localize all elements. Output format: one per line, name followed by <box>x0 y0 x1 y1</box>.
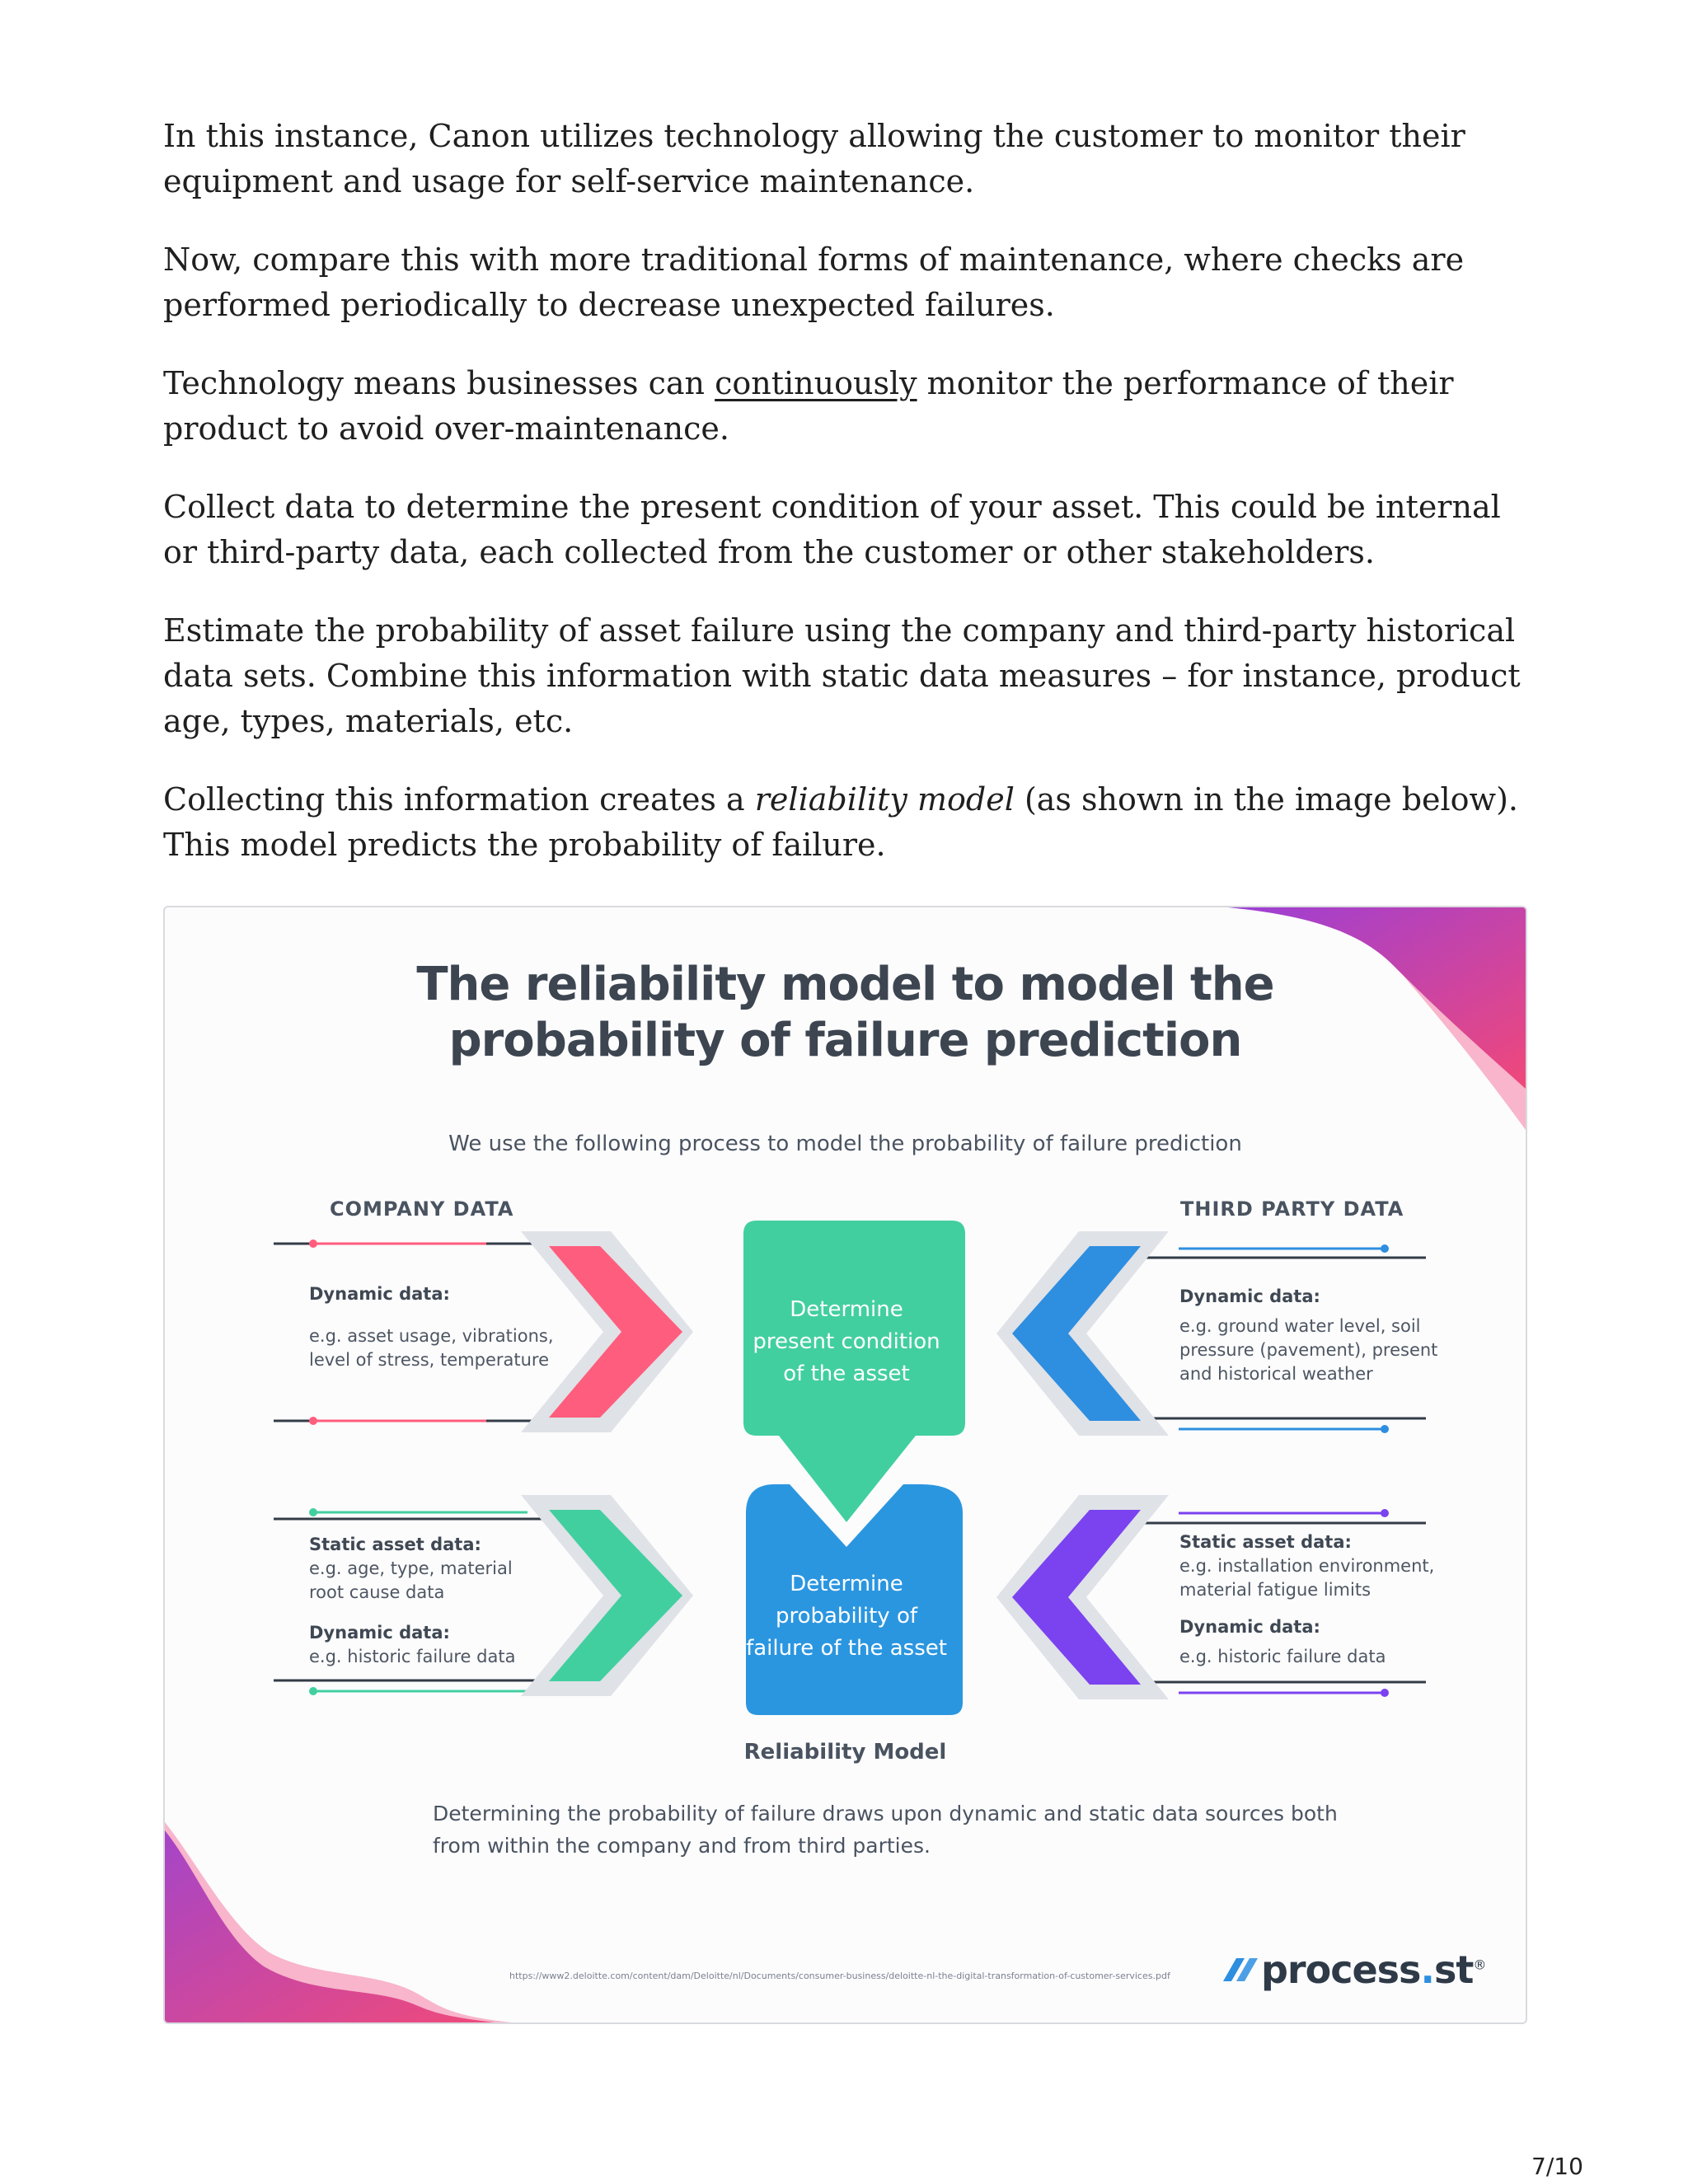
paragraph: In this instance, Canon utilizes technology allowing the customer to monitor their equipment and usage for self-service maintenance. <box>163 118 1465 199</box>
chevron-bottom-left <box>521 1495 693 1696</box>
infographic-subtitle: We use the following process to model the probability of failure prediction <box>448 1132 1242 1156</box>
paragraph: Technology means businesses can continuously monitor the performance of their product to avoid over-maintenance. <box>163 365 1454 447</box>
process-st-logo-icon <box>1220 1952 1261 1988</box>
chevron-bottom-right <box>996 1495 1169 1699</box>
paragraph: Now, compare this with more traditional forms of maintenance, where checks are performed periodically to decrease unexpected failures. <box>163 241 1465 323</box>
reliability-model-emphasis: reliability model <box>754 781 1015 818</box>
infographic-caption: Determining the probability of failure draws upon dynamic and static data sources both from within the company and from third parties. <box>433 1802 1338 1858</box>
reliability-model-label: Reliability Model <box>743 1740 947 1765</box>
paragraph: Estimate the probability of asset failure using the company and third-party historical data sets. Combine this information with static data measures – for instance, product age, types, materials, etc. <box>163 612 1521 739</box>
reliability-model-infographic <box>163 906 1527 2024</box>
continuously-link[interactable]: continuously <box>715 365 917 401</box>
paragraph: Collecting this information creates a reliability model (as shown in the image below). This model predicts the probability of failure. <box>163 781 1518 863</box>
third-party-static-and-dynamic-data: Static asset data: e.g. installation environment, material fatigue limits Dynamic data: e.g. historic failure data <box>1179 1532 1435 1666</box>
company-static-and-dynamic-data: Static asset data: e.g. age, type, material root cause data Dynamic data: e.g. historic failure data <box>309 1535 516 1666</box>
determine-present-condition-label: Determine present condition of the asset <box>753 1297 940 1386</box>
paragraph: Collect data to determine the present condition of your asset. This could be internal or third-party data, each collected from the customer or other stakeholders. <box>163 489 1501 570</box>
third-party-dynamic-data: Dynamic data: e.g. ground water level, soil pressure (pavement), present and historical weather <box>1179 1286 1438 1384</box>
page-number: 7/10 <box>1531 2153 1583 2180</box>
company-data-heading: COMPANY DATA <box>330 1197 514 1221</box>
chevron-top-right <box>996 1231 1169 1436</box>
article-body <box>163 114 1531 901</box>
company-dynamic-data: Dynamic data: e.g. asset usage, vibrations, level of stress, temperature <box>309 1284 554 1370</box>
infographic-title: The reliability model to model the probability of failure prediction <box>416 958 1274 1067</box>
third-party-data-heading: THIRD PARTY DATA <box>1180 1197 1404 1221</box>
process-st-logo: process.st® <box>1220 1947 1485 1992</box>
determine-probability-of-failure-label: Determine probability of failure of the asset <box>746 1572 947 1661</box>
source-url: https://www2.deloitte.com/content/dam/Deloitte/nl/Documents/consumer-business/deloitte-nl-the-digital-transformation-of-customer-services.pdf <box>509 1971 1170 1981</box>
